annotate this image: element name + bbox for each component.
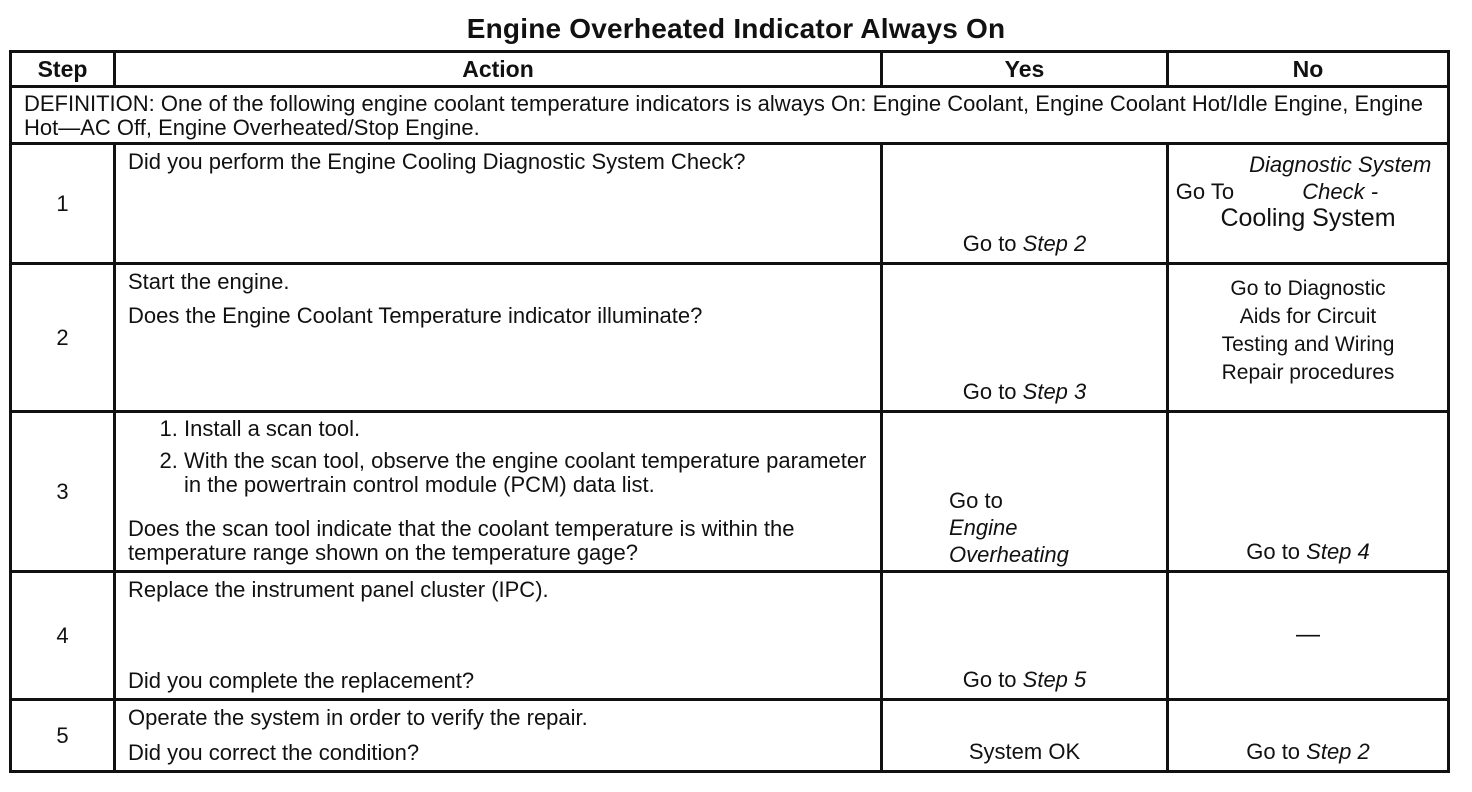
action-cell xyxy=(115,700,882,772)
no-cell xyxy=(1168,264,1449,412)
action-question: Does the Engine Coolant Temperature indicator illuminate? xyxy=(128,303,703,328)
yes-cell xyxy=(882,264,1168,412)
step-number: 4 xyxy=(11,572,115,700)
table-row-step-5 xyxy=(11,700,1449,772)
step-link[interactable]: Step 4 xyxy=(1306,539,1370,564)
action-cell xyxy=(115,144,882,264)
no-instruction: Go to Diagnostic Aids for Circuit Testing and Wiring Repair procedures xyxy=(1221,277,1395,384)
definition-text: DEFINITION: One of the following engine coolant temperature indicators is always On: Engine Coolant, Engine Coolant Hot/Idle Engine, Engine Hot—AC Off, Engine Overheated/Stop Engine. xyxy=(11,87,1449,144)
step-link[interactable]: Step 2 xyxy=(1306,739,1370,764)
yes-cell xyxy=(882,412,1168,572)
header-step: Step xyxy=(11,52,115,87)
no-dash: — xyxy=(1296,621,1320,648)
yes-instruction: System OK xyxy=(968,739,1081,764)
action-instruction: Replace the instrument panel cluster (IPC). xyxy=(128,577,549,602)
yes-instruction: Go to Engine Overheating xyxy=(883,487,1166,568)
step-link[interactable]: Step 3 xyxy=(1022,379,1087,404)
action-question: Did you perform the Engine Cooling Diagnostic System Check? xyxy=(128,149,746,174)
action-cell xyxy=(115,264,882,412)
action-instruction: Operate the system in order to verify the repair. xyxy=(128,705,588,730)
action-cell xyxy=(115,412,882,572)
yes-instruction: Go to Step 2 xyxy=(962,231,1087,256)
yes-instruction: Go to Step 3 xyxy=(962,379,1087,404)
action-steps-list xyxy=(128,417,868,497)
no-cell xyxy=(1168,700,1449,772)
action-instruction: Start the engine. xyxy=(128,269,290,294)
table-row-step-3 xyxy=(11,412,1449,572)
header-action: Action xyxy=(115,52,882,87)
list-item: 2. With the scan tool, observe the engine coolant temperature parameter in the powertrain control module (PCM) data list. xyxy=(184,449,868,497)
procedure-link[interactable]: Engine Overheating xyxy=(949,515,1069,567)
action-question: Does the scan tool indicate that the coolant temperature is within the temperature range shown on the temperature gage? xyxy=(128,516,795,565)
no-instruction: Go to Step 4 xyxy=(1246,539,1370,564)
no-instruction: Go to Step 2 xyxy=(1246,739,1370,764)
action-cell xyxy=(115,572,882,700)
action-question: Did you complete the replacement? xyxy=(128,668,475,693)
step-number: 2 xyxy=(11,264,115,412)
step-number: 1 xyxy=(11,144,115,264)
header-yes: Yes xyxy=(882,52,1168,87)
table-row-step-1 xyxy=(11,144,1449,264)
definition-row xyxy=(11,87,1449,144)
page-title: Engine Overheated Indicator Always On xyxy=(466,13,1006,44)
table-row-step-2 xyxy=(11,264,1449,412)
yes-cell xyxy=(882,572,1168,700)
no-cell xyxy=(1168,572,1449,700)
header-row xyxy=(11,52,1449,87)
step-number: 5 xyxy=(11,700,115,772)
step-link[interactable]: Step 2 xyxy=(1022,231,1087,256)
no-cell xyxy=(1168,144,1449,264)
list-item: 1. Install a scan tool. xyxy=(184,417,868,441)
header-no: No xyxy=(1168,52,1449,87)
yes-cell xyxy=(882,144,1168,264)
step-number: 3 xyxy=(11,412,115,572)
step-link[interactable]: Step 5 xyxy=(1022,667,1087,692)
no-instruction: Go To Diagnostic System Check - Cooling System xyxy=(1169,145,1447,232)
yes-instruction: Go to Step 5 xyxy=(962,667,1087,692)
diagnostic-table xyxy=(9,50,1450,773)
yes-cell xyxy=(882,700,1168,772)
no-cell xyxy=(1168,412,1449,572)
table-row-step-4 xyxy=(11,572,1449,700)
action-question: Did you correct the condition? xyxy=(128,740,420,765)
procedure-link[interactable]: Diagnostic System Check - xyxy=(1249,152,1432,204)
